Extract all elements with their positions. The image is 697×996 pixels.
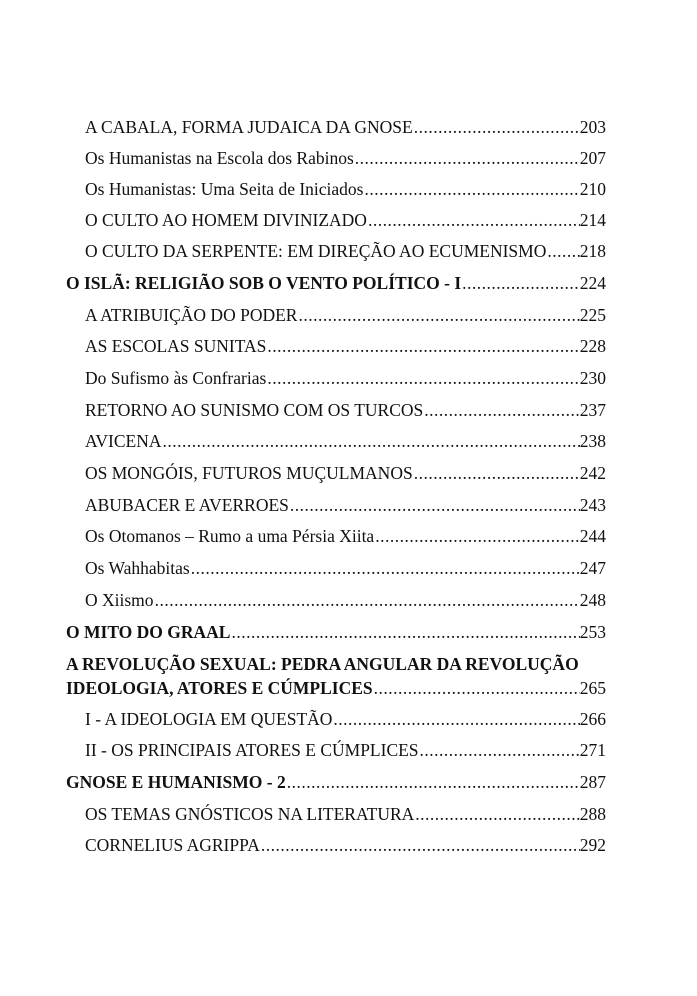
- toc-entry-title: O CULTO AO HOMEM DIVINIZADO: [85, 210, 367, 230]
- dot-leader: [297, 304, 579, 326]
- dot-leader: [190, 557, 580, 579]
- toc-entry: [85, 178, 606, 200]
- toc-entry: [85, 116, 606, 138]
- toc-entry-title: Os Humanistas na Escola dos Rabinos: [85, 148, 354, 168]
- dot-leader: [230, 621, 579, 643]
- toc-entry: [85, 430, 606, 452]
- toc-entry-title: Os Wahhabitas: [85, 558, 190, 578]
- dot-leader: [154, 589, 580, 611]
- toc-entry-title: I - A IDEOLOGIA EM QUESTÃO: [85, 709, 333, 729]
- toc-chapter-title-line1: A REVOLUÇÃO SEXUAL: PEDRA ANGULAR DA REVOLUÇÃO: [66, 654, 579, 674]
- toc-entry-title: O CULTO DA SERPENTE: EM DIREÇÃO AO ECUMENISMO: [85, 241, 547, 261]
- toc-entry: [85, 240, 606, 262]
- toc-entry-page: 247: [579, 558, 606, 578]
- toc-entry-page: 253: [579, 622, 606, 642]
- toc-entry: [85, 335, 606, 357]
- dot-leader: [162, 430, 580, 452]
- toc-entry-page: 244: [579, 526, 606, 546]
- toc-chapter-title: O MITO DO GRAAL: [66, 622, 231, 642]
- toc-entry-page: 271: [579, 740, 606, 760]
- toc-entry-title: A CABALA, FORMA JUDAICA DA GNOSE: [85, 117, 413, 137]
- toc-entry-page: 203: [579, 117, 606, 137]
- dot-leader: [414, 803, 579, 825]
- toc-entry: [85, 147, 606, 169]
- toc-chapter-entry: [66, 621, 606, 643]
- toc-entry-title: OS TEMAS GNÓSTICOS NA LITERATURA: [85, 804, 415, 824]
- toc-entry-title: Do Sufismo às Confrarias: [85, 368, 267, 388]
- toc-chapter-entry: [66, 272, 606, 294]
- toc-entry: [85, 525, 606, 547]
- toc-chapter-entry: [66, 654, 606, 699]
- dot-leader: [266, 367, 579, 389]
- toc-entry-title: O Xiismo: [85, 590, 154, 610]
- toc-entry: [85, 834, 606, 856]
- toc-entry-title: OS MONGÓIS, FUTUROS MUÇULMANOS: [85, 463, 413, 483]
- toc-entry-title: A ATRIBUIÇÃO DO PODER: [85, 305, 298, 325]
- dot-leader: [364, 178, 580, 200]
- toc-entry: [85, 803, 606, 825]
- dot-leader: [260, 834, 580, 856]
- toc-entry-page: 228: [579, 336, 606, 356]
- toc-entry-title: RETORNO AO SUNISMO COM OS TURCOS: [85, 400, 424, 420]
- dot-leader: [419, 739, 580, 761]
- toc-entry: [85, 399, 606, 421]
- dot-leader: [354, 147, 580, 169]
- toc-entry-title: AS ESCOLAS SUNITAS: [85, 336, 267, 356]
- toc-entry-page: 242: [579, 463, 606, 483]
- dot-leader: [367, 209, 580, 231]
- toc-entry: [85, 589, 606, 611]
- toc-entry-title: II - OS PRINCIPAIS ATORES E CÚMPLICES: [85, 740, 419, 760]
- toc-entry-page: 238: [579, 431, 606, 451]
- dot-leader: [332, 708, 579, 730]
- toc-entry-page: 248: [579, 590, 606, 610]
- toc-entry: [85, 367, 606, 389]
- toc-entry-title: CORNELIUS AGRIPPA: [85, 835, 260, 855]
- dot-leader: [413, 462, 580, 484]
- toc-chapter-entry: [66, 771, 606, 793]
- toc-entry-page: 230: [579, 368, 606, 388]
- toc-entry-title: AVICENA: [85, 431, 162, 451]
- toc-entry-page: 218: [579, 241, 606, 261]
- toc-entry: [85, 304, 606, 326]
- dot-leader: [374, 525, 580, 547]
- dot-leader: [461, 272, 580, 294]
- toc-entry-page: 225: [579, 305, 606, 325]
- toc-chapter-title: O ISLÃ: RELIGIÃO SOB O VENTO POLÍTICO - I: [66, 273, 462, 293]
- toc-entry: [85, 708, 606, 730]
- toc-entry-page: 207: [579, 148, 606, 168]
- toc-entry-page: 210: [579, 179, 606, 199]
- toc-entry-page: 243: [579, 495, 606, 515]
- toc-entry-title: ABUBACER E AVERROES: [85, 495, 289, 515]
- toc-entry-page: 214: [579, 210, 606, 230]
- dot-leader: [266, 335, 579, 357]
- toc-entry: [85, 209, 606, 231]
- dot-leader: [413, 116, 580, 138]
- toc-entry: [85, 462, 606, 484]
- toc-entry-page: 224: [579, 273, 606, 293]
- toc-entry-title: Os Otomanos – Rumo a uma Pérsia Xiita: [85, 526, 375, 546]
- dot-leader: [423, 399, 580, 421]
- toc-chapter-title: IDEOLOGIA, ATORES E CÚMPLICES: [66, 678, 373, 698]
- toc-entry-title: Os Humanistas: Uma Seita de Iniciados: [85, 179, 364, 199]
- toc-entry-page: 237: [579, 400, 606, 420]
- toc-entry-page: 292: [579, 835, 606, 855]
- toc-entry-page: 287: [579, 772, 606, 792]
- toc-entry: [85, 739, 606, 761]
- toc-chapter-title: GNOSE E HUMANISMO - 2: [66, 772, 286, 792]
- dot-leader: [289, 494, 580, 516]
- toc-entry-page: 265: [579, 678, 606, 698]
- dot-leader: [546, 240, 579, 262]
- dot-leader: [286, 771, 580, 793]
- toc-entry: [85, 494, 606, 516]
- toc-entry-page: 266: [579, 709, 606, 729]
- toc-entry-page: 288: [579, 804, 606, 824]
- toc-entry: [85, 557, 606, 579]
- dot-leader: [373, 677, 580, 699]
